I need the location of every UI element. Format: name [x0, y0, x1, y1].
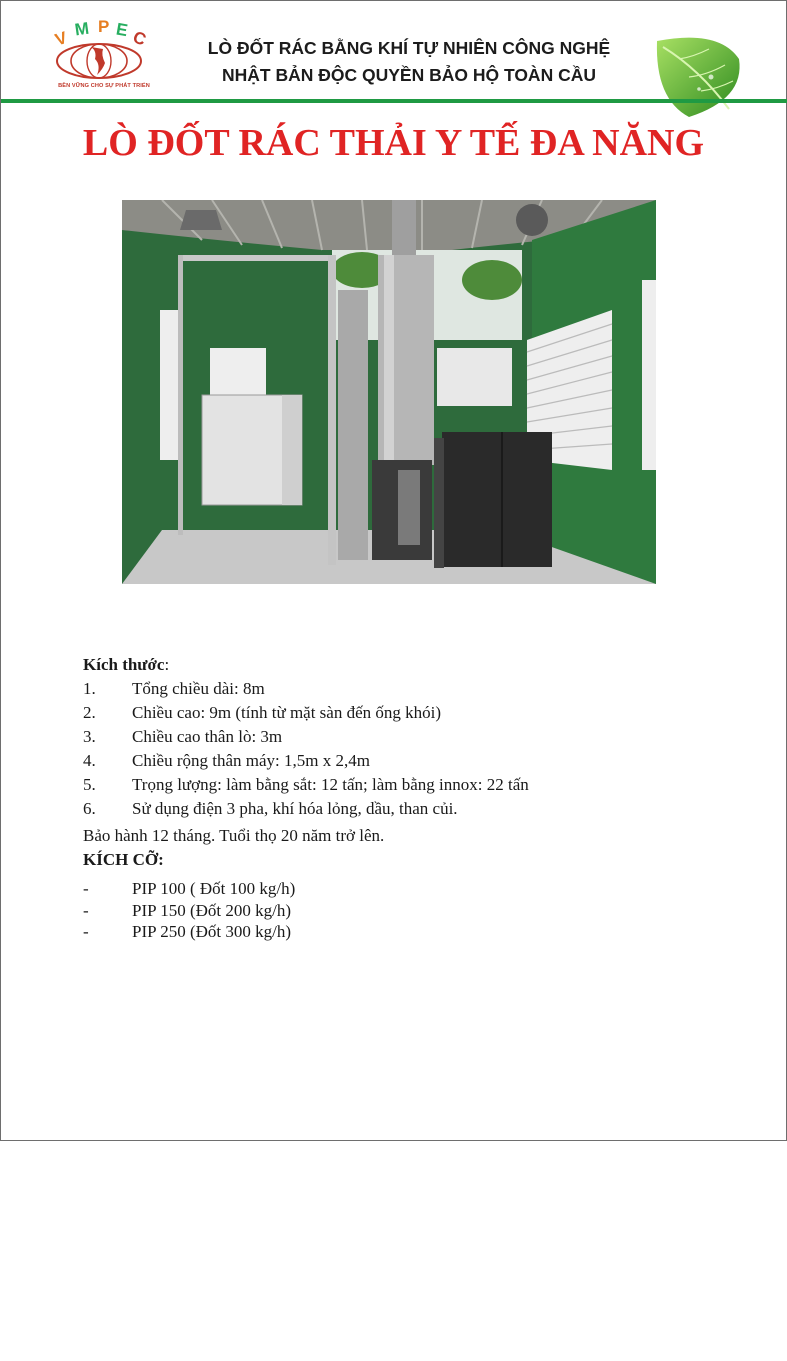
list-item — [83, 725, 723, 749]
dimensions-heading — [83, 653, 723, 677]
item-number: 6. — [83, 799, 96, 818]
item-text: Sử dụng điện 3 pha, khí hóa lỏng, dầu, than củi. — [132, 799, 458, 818]
leaf-icon — [649, 29, 745, 125]
logo-tagline: BỀN VỮNG CHO SỰ PHÁT TRIỂN — [58, 83, 150, 89]
dimensions-colon: : — [164, 655, 170, 674]
warranty-text: Bảo hành 12 tháng. Tuổi thọ 20 năm trở lên. — [83, 826, 385, 845]
dimensions-label: Kích thước — [83, 655, 165, 674]
list-item — [83, 797, 723, 821]
item-number: 5. — [83, 775, 96, 794]
svg-text:P: P — [98, 17, 110, 36]
list-item — [83, 701, 723, 725]
incinerator-photo — [122, 200, 656, 584]
svg-text:C: C — [130, 27, 149, 50]
svg-text:M: M — [73, 18, 91, 40]
list-item — [83, 749, 723, 773]
slogan-line-1: LÒ ĐỐT RÁC BẰNG KHÍ TỰ NHIÊN CÔNG NGHỆ — [207, 38, 611, 58]
item-number: 3. — [83, 727, 96, 746]
size-text: PIP 250 (Đốt 300 kg/h) — [132, 922, 291, 941]
item-number: 1. — [83, 679, 96, 698]
sizes-heading: KÍCH CỠ: — [83, 850, 164, 869]
size-text: PIP 150 (Đốt 200 kg/h) — [132, 900, 291, 920]
slogan-line-2: NHẬT BẢN ĐỘC QUYỀN BẢO HỘ TOÀN CẦU — [222, 65, 596, 85]
list-item — [83, 921, 723, 943]
header-divider — [1, 99, 787, 103]
bullet-dash: - — [83, 922, 89, 941]
item-text: Chiều cao thân lò: 3m — [132, 727, 283, 746]
vmpec-logo — [45, 15, 163, 93]
list-item — [83, 677, 723, 701]
list-item — [83, 773, 723, 797]
item-text: Trọng lượng: làm bằng sắt: 12 tấn; làm bằng innox: 22 tấn — [132, 775, 529, 794]
item-text: Tổng chiều dài: 8m — [132, 679, 265, 698]
spec-content — [83, 653, 723, 943]
bullet-dash: - — [83, 900, 89, 920]
list-item — [83, 900, 723, 922]
item-text: Chiều cao: 9m (tính từ mặt sàn đến ống khói) — [132, 703, 442, 722]
item-text: Chiều rộng thân máy: 1,5m x 2,4m — [132, 751, 370, 770]
svg-text:V: V — [52, 27, 70, 50]
item-number: 2. — [83, 703, 96, 722]
header — [1, 1, 786, 101]
size-text: PIP 100 ( Đốt 100 kg/h) — [132, 879, 296, 898]
list-item — [83, 878, 723, 900]
bullet-dash: - — [83, 879, 89, 898]
sizes-list — [83, 878, 723, 943]
header-slogan — [169, 35, 649, 89]
svg-text:E: E — [114, 19, 130, 41]
page-title: LÒ ĐỐT RÁC THẢI Y TẾ ĐA NĂNG — [82, 122, 705, 164]
item-number: 4. — [83, 751, 96, 770]
